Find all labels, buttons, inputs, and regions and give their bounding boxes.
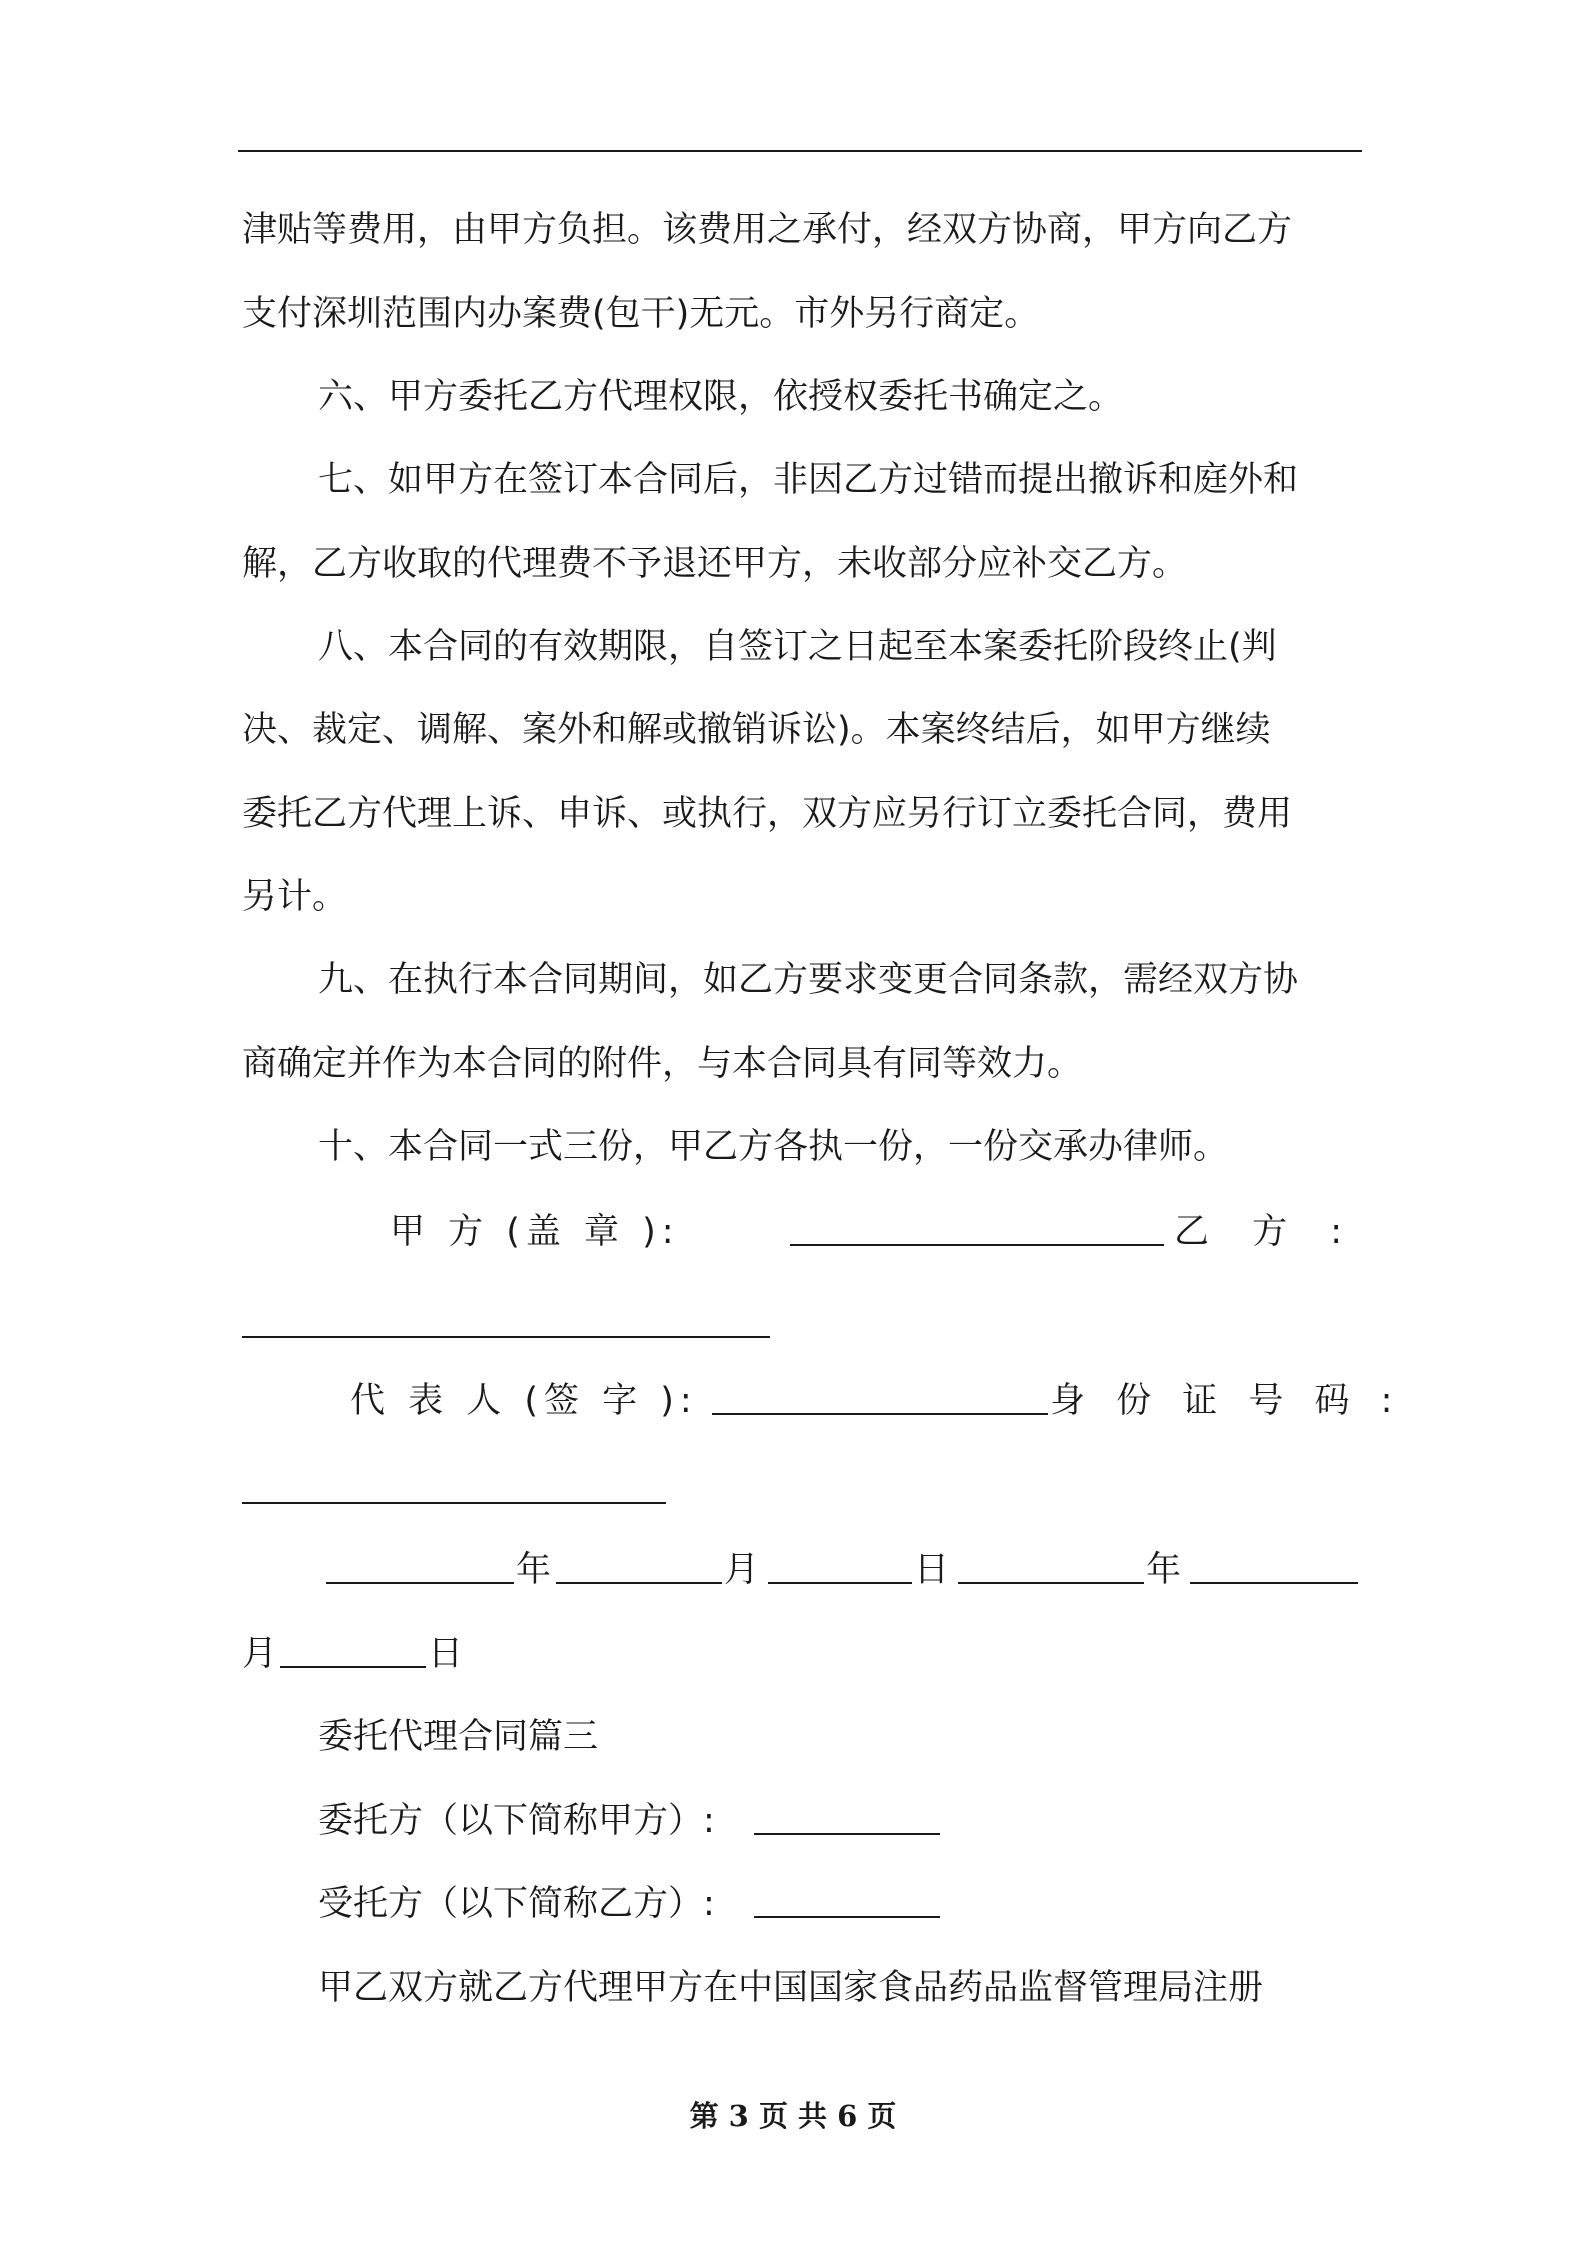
agent-label: 受托方（以下简称乙方）: [318,1884,715,1924]
paragraph-line: 解，乙方收取的代理费不予退还甲方，未收部分应补交乙方。 [242,544,1188,584]
day-a-blank[interactable] [768,1552,912,1584]
day-b-blank[interactable] [280,1636,426,1668]
client-label: 委托方（以下简称甲方）: [318,1801,715,1841]
day-a-label: 日 [914,1550,950,1590]
month-a-label: 月 [724,1550,760,1590]
year-b-label: 年 [1146,1550,1182,1590]
paragraph-line: 商确定并作为本合同的附件，与本合同具有同等效力。 [242,1044,1083,1084]
clause-eight: 八、本合同的有效期限，自签订之日起至本案委托阶段终止(判 [318,627,1277,667]
party-b-label: 乙 方 : [1174,1212,1359,1252]
client-blank[interactable] [754,1803,940,1835]
party-b-blank[interactable] [242,1306,770,1338]
id-number-blank[interactable] [242,1472,666,1504]
year-b-blank[interactable] [958,1552,1144,1584]
representative-blank[interactable] [712,1383,1048,1415]
paragraph-line: 另计。 [242,877,348,917]
day-b-label: 日 [428,1634,464,1674]
section-title: 委托代理合同篇三 [318,1717,599,1757]
paragraph-line: 委托乙方代理上诉、申诉、或执行，双方应另行订立委托合同，费用 [242,794,1293,834]
paragraph-line: 决、裁定、调解、案外和解或撤销诉讼)。本案终结后，如甲方继续 [242,710,1271,750]
paragraph-line: 津贴等费用，由甲方负担。该费用之承付，经双方协商，甲方向乙方 [242,210,1293,250]
clause-seven: 七、如甲方在签订本合同后，非因乙方过错而提出撤诉和庭外和 [318,460,1299,500]
agent-blank[interactable] [754,1886,940,1918]
id-number-label: 身 份 证 号 码 : [1050,1381,1403,1421]
representative-label: 代 表 人 (签 字 ): [350,1381,698,1421]
month-b-blank[interactable] [1190,1552,1358,1584]
header-rule [238,150,1362,152]
party-a-blank[interactable] [790,1214,1164,1246]
clause-nine: 九、在执行本合同期间，如乙方要求变更合同条款，需经双方协 [318,960,1299,1000]
clause-ten: 十、本合同一式三份，甲乙方各执一份，一份交承办律师。 [318,1127,1229,1167]
month-b-label: 月 [242,1634,278,1674]
party-a-label: 甲 方 (盖 章 ): [390,1212,680,1252]
paragraph-line: 支付深圳范围内办案费(包干)无元。市外另行商定。 [242,294,1040,334]
year-a-label: 年 [516,1550,552,1590]
page-number: 第 3 页 共 6 页 [689,2099,897,2133]
year-a-blank[interactable] [326,1552,514,1584]
section-intro: 甲乙双方就乙方代理甲方在中国国家食品药品监督管理局注册 [318,1968,1264,2008]
month-a-blank[interactable] [556,1552,722,1584]
clause-six: 六、甲方委托乙方代理权限，依授权委托书确定之。 [318,377,1124,417]
